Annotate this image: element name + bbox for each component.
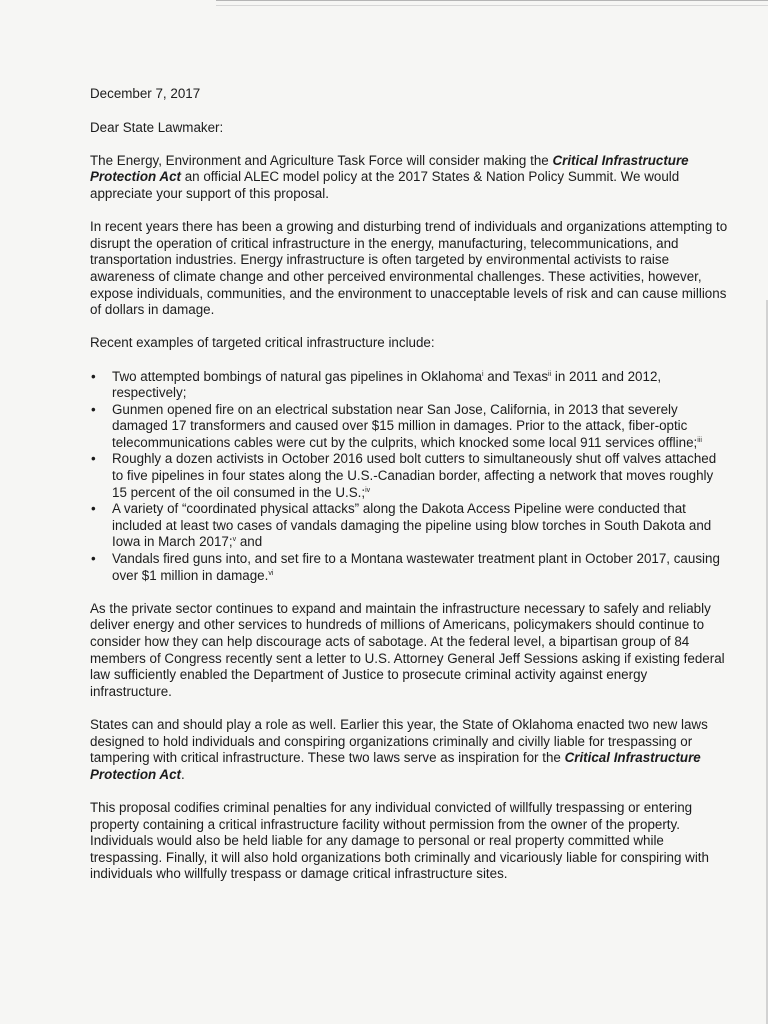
states-paragraph	[90, 717, 730, 783]
states-text: States can and should play a role as well. Earlier this year, the State of Oklahoma enacted two new laws designed to hold individuals and conspiring organizations criminally and civilly liable for trespassing or tampering with critical infrastructure. These two laws serve as inspiration for the	[90, 716, 708, 766]
intro-text-after: an official ALEC model policy at the 2017 States & Nation Policy Summit. We would appreciate your support of this proposal.	[90, 169, 680, 201]
private-sector-paragraph: As the private sector continues to expand and maintain the infrastructure necessary to safely and reliably deliver energy and other services to hundreds of millions of Americans, policymakers should continue to consider how they can help discourage acts of sabotage. At the federal level, a bipartisan group of 84 members of Congress recently sent a letter to U.S. Attorney General Jeff Sessions asking if existing federal law sufficiently enabled the Department of Justice to prosecute criminal activity against energy infrastructure.	[90, 600, 725, 699]
footnote-marker: vi	[268, 569, 274, 577]
example-text: Gunmen opened fire on an electrical substation near San Jose, California, in 2013 that severely damaged 17 transformers and caused over $15 million in damages. Prior to the attack, fiber-optic telecommunications cables were cut by the culprits, which knocked some local 911 services offline;	[112, 401, 698, 450]
example-text: in 2011 and 2012, respectively;	[112, 368, 662, 401]
intro-text-before: The Energy, Environment and Agriculture Task Force will consider making the	[90, 152, 553, 168]
intro-act-name: Critical Infrastructure Protection Act	[90, 152, 689, 185]
example-text: and	[236, 534, 263, 550]
states-act-name: Critical Infrastructure Protection Act	[90, 750, 701, 782]
example-item-bombings	[112, 369, 730, 402]
example-item-montana-plant	[112, 551, 730, 584]
example-text: Two attempted bombings of natural gas pipelines in Oklahoma	[112, 368, 482, 384]
example-text: A variety of “coordinated physical attacks” along the Dakota Access Pipeline were conducted that included at least two cases of vandals damaging the pipeline using blow torches in South Dakota and Iowa in March 2017;	[112, 501, 712, 550]
example-text: and Texas	[483, 368, 549, 384]
examples-list	[90, 369, 730, 585]
example-item-dakota-pipeline	[112, 501, 730, 551]
salutation: Dear State Lawmaker:	[90, 119, 224, 135]
footnote-marker: iv	[365, 486, 371, 494]
example-item-substation	[112, 402, 730, 452]
intro-paragraph	[90, 153, 730, 203]
proposal-paragraph: This proposal codifies criminal penalties for any individual convicted of willfully trespassing or entering property containing a critical infrastructure facility without permission from the owner of the property. Individuals would also be held liable for any damage to personal or real property committed while trespassing. Finally, it will also hold organizations both criminally and vicariously liable for conspiring with individuals who willfully trespass or damage critical infrastructure sites.	[90, 799, 709, 882]
trend-paragraph: In recent years there has been a growing and disturbing trend of individuals and organizations attempting to disrupt the operation of critical infrastructure in the energy, manufacturing, telecommunications, and transportation industries. Energy infrastructure is often targeted by environmental activists to raise awareness of climate change and other perceived environmental challenges. These activities, however, expose individuals, communities, and the environment to unacceptable levels of risk and can cause millions of dollars in damage.	[90, 219, 728, 318]
footnote-marker: iii	[697, 436, 702, 444]
scan-edge-top	[216, 0, 768, 6]
examples-heading: Recent examples of targeted critical infrastructure include:	[90, 335, 435, 351]
footnote-marker: i	[481, 370, 484, 378]
letter-page	[90, 86, 730, 900]
states-text-after: .	[181, 766, 185, 782]
letter-date: December 7, 2017	[90, 86, 201, 101]
example-text: Roughly a dozen activists in October 2016 used bolt cutters to simultaneously shut off valves attached to five pipelines in four states along the U.S.-Canadian border, affecting a network that moves roughly 15 percent of the oil consumed in the U.S.;	[112, 451, 717, 500]
example-text: Vandals fired guns into, and set fire to a Montana wastewater treatment plant in October 2017, causing over $1 million in damage.	[112, 551, 720, 583]
footnote-marker: ii	[548, 370, 552, 378]
example-item-valves	[112, 451, 730, 501]
footnote-marker: v	[232, 536, 237, 544]
